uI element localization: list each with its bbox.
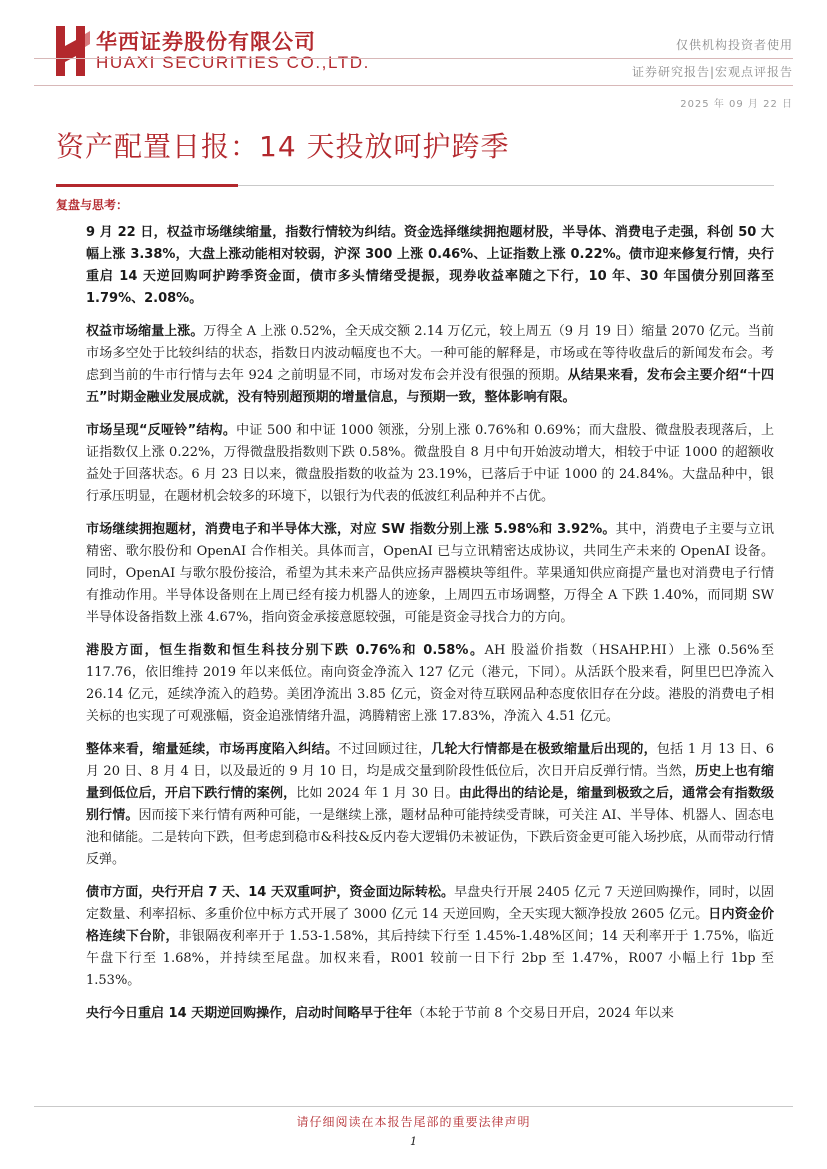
report-date: 2025 年 09 月 22 日 — [680, 99, 793, 110]
footer-divider — [34, 1106, 793, 1107]
report-type: 证券研究报告|宏观点评报告 — [631, 65, 793, 79]
paragraph-themes: 市场继续拥抱题材，消费电子和半导体大涨，对应 SW 指数分别上涨 5.98%和 3.92%。其中，消费电子主要与立讯精密、歌尔股份和 OpenAI 合作相关。具体而言，OpenAI 已与立讯精密达成协议，共同生产未来的 OpenAI 设备。同时，OpenAI 与歌尔股份接洽，希望为其未来产品供应扬声器模块等组件。苹果通知供应商提产量也对消费电子行情有推动作用。半导体设备则在上周已经有接力机器人的迹象，上周四五市场调整，万得全 A 下跌 1.40%，而同期 SW 半导体设备指数上涨 4.67%，指向资金承接意愿较强，可能是资金寻找合力的方向。 — [86, 522, 774, 625]
section-label: 复盘与思考： — [56, 198, 129, 212]
legal-disclaimer-note: 请仔细阅读在本报告尾部的重要法律声明 — [296, 1115, 531, 1129]
header-divider-2 — [34, 85, 793, 86]
header-divider — [34, 58, 793, 59]
paragraph-pboc: 央行今日重启 14 天期逆回购操作，启动时间略早于往年（本轮于节前 8 个交易日开启，2024 年以来 — [86, 1006, 674, 1021]
title-accent-bar — [56, 184, 238, 187]
paragraph-heading: 债市方面，央行开启 7 天、14 天双重呵护，资金面边际转松。 — [86, 885, 455, 900]
paragraph-structure: 市场呈现“反哑铃”结构。中证 500 和中证 1000 领涨，分别上涨 0.76%和 0.69%；而大盘股、微盘股表现落后，上证指数仅上涨 0.22%，万得微盘股指数则下跌 0.58%。微盘股自 8 月中旬开始波动增大，相较于中证 1000 的超额收益处于回落状态。6 月 23 日以来，微盘股指数的收益为 23.19%，已落后于中证 1000 的 24.84%。大盘品种中，银行承压明显，在题材机会较多的环境下，以银行为代表的低波红利品种并不占优。 — [86, 423, 774, 504]
summary-paragraph: 9 月 22 日，权益市场继续缩量，指数行情较为纠结。资金选择继续拥抱题材股，半导体、消费电子走强，科创 50 大幅上涨 3.38%，大盘上涨动能相对较弱，沪深 300 上涨 0.46%、上证指数上涨 0.22%。债市迎来修复行情，央行重启 14 天逆回购呵护跨季资金面，债市多头情绪受提振，现券收益率随之下行，10 年、30 年国债分别回落至 1.79%、2.08%。 — [86, 225, 774, 306]
title-rule — [238, 185, 774, 186]
paragraph-heading: 央行今日重启 14 天期逆回购操作，启动时间略早于往年 — [86, 1006, 413, 1021]
paragraph-heading: 整体来看，缩量延续，市场再度陷入纠结。 — [86, 742, 339, 757]
paragraph-heading: 权益市场缩量上涨。 — [86, 324, 204, 339]
audience-note: 仅供机构投资者使用 — [675, 38, 793, 52]
page-number: 1 — [410, 1135, 417, 1148]
report-title: 资产配置日报：14 天投放呵护跨季 — [56, 130, 510, 163]
company-name-en: HUAXI SECURITIES CO.,LTD. — [96, 53, 370, 72]
paragraph-heading: 港股方面，恒生指数和恒生科技分别下跌 0.76%和 0.58%。 — [86, 643, 485, 658]
report-body — [86, 222, 774, 1036]
paragraph-bond: 债市方面，央行开启 7 天、14 天双重呵护，资金面边际转松。早盘央行开展 2405 亿元 7 天逆回购操作，同时，以固定数量、利率招标、多重价位中标方式开展了 3000 亿元 14 天逆回购，全天实现大额净投放 2605 亿元。日内资金价格连续下台阶，非银隔夜利率开于 1.53-1.58%，其后持续下行至 1.45%-1.48%区间；14 天利率开于 1.75%，临近午盘下行至 1.68%，并持续至尾盘。加权来看，R001 较前一日下行 2bp 至 1.47%，R007 小幅上行 1bp 至 1.53%。 — [86, 885, 774, 988]
paragraph-hk: 港股方面，恒生指数和恒生科技分别下跌 0.76%和 0.58%。AH 股溢价指数（HSAHP.HI）上涨 0.56%至 117.76，依旧维持 2019 年以来低位。南向资金净流入 127 亿元（港元，下同）。从活跃个股来看，阿里巴巴净流入 26.14 亿元，延续净流入的趋势。美团净流出 3.85 亿元，资金对待互联网品种态度依旧存在分歧。港股的消费电子相关标的也实现了可观涨幅，资金追涨情绪升温，鸿腾精密上涨 17.83%，净流入 4.51 亿元。 — [86, 643, 774, 724]
paragraph-heading: 市场继续拥抱题材，消费电子和半导体大涨，对应 SW 指数分别上涨 5.98%和 3.92%。 — [86, 522, 616, 537]
company-logo-icon — [56, 26, 90, 76]
paragraph-equity: 权益市场缩量上涨。万得全 A 上涨 0.52%，全天成交额 2.14 万亿元，较上周五（9 月 19 日）缩量 2070 亿元。当前市场多空处于比较纠结的状态，指数日内波动幅度也不大。一种可能的解释是，市场或在等待收盘后的新闻发布会。考虑到当前的牛市行情与去年 924 之前明显不同，市场对发布会并没有很强的预期。从结果来看，发布会主要介绍“十四五”时期金融业发展成就，没有特别超预期的增量信息，与预期一致，整体影响有限。 — [86, 324, 774, 405]
paragraph-heading: 市场呈现“反哑铃”结构。 — [86, 423, 237, 438]
paragraph-overall: 整体来看，缩量延续，市场再度陷入纠结。不过回顾过往，几轮大行情都是在极致缩量后出现的，包括 1 月 13 日、6 月 20 日、8 月 4 日，以及最近的 9 月 10 日，均是成交量到阶段性低位后，次日开启反弹行情。当然，历史上也有缩量到低位后，开启下跌行情的案例，比如 2024 年 1 月 30 日。由此得出的结论是，缩量到极致之后，通常会有指数级别行情。因而接下来行情有两种可能，一是继续上涨，题材品种可能持续受青睐，可关注 AI、半导体、机器人、固态电池和储能。二是转向下跌，但考虑到稳市&科技&反内卷大逻辑仍未被证伪，下跌后资金更可能入场抄底，从而带动行情反弹。 — [86, 742, 774, 867]
company-name-cn: 华西证券股份有限公司 — [96, 30, 316, 54]
